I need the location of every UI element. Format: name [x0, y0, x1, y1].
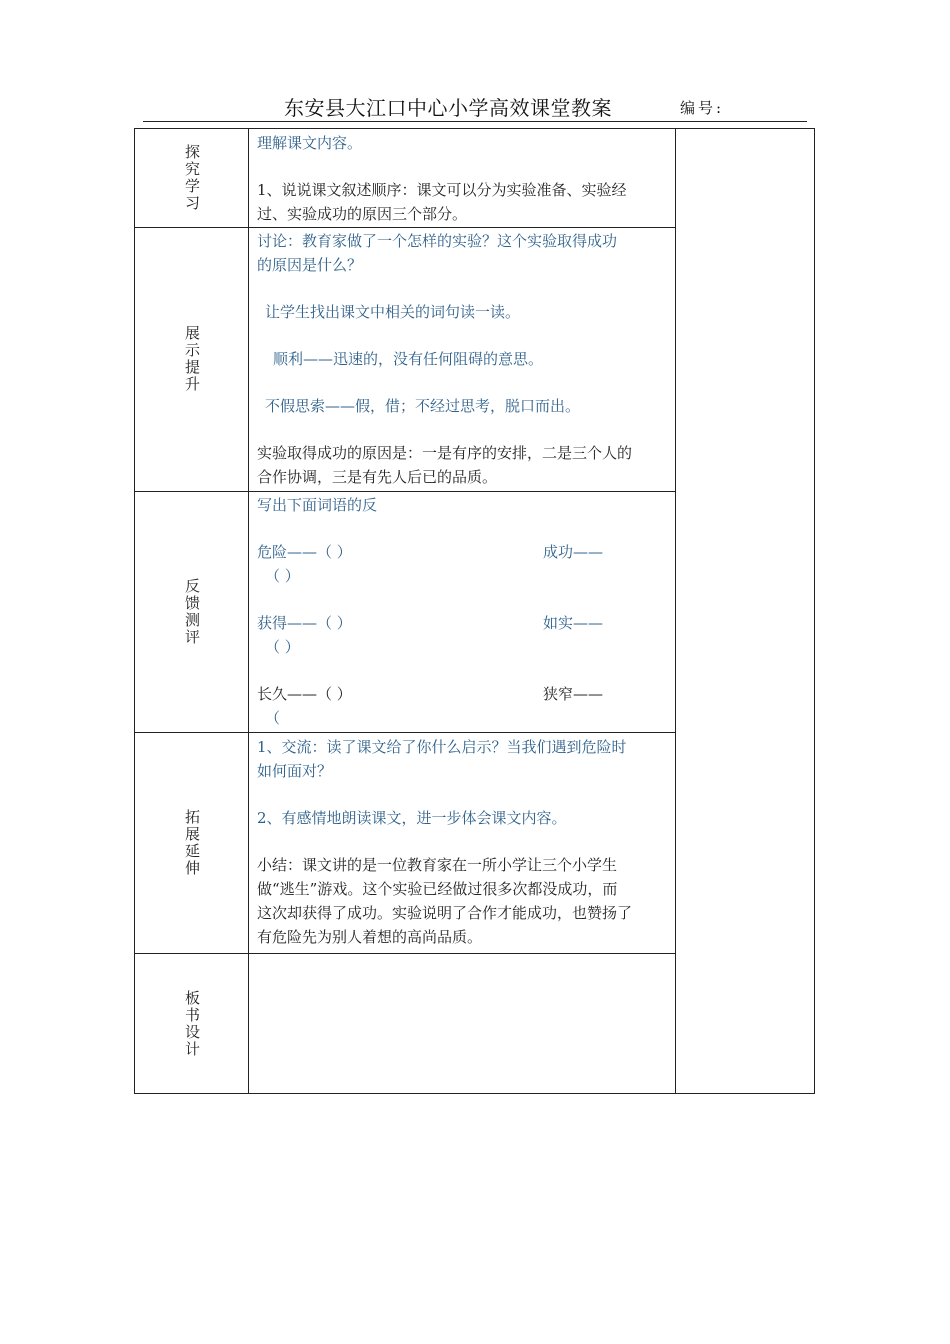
text-line: 的原因是什么？ — [257, 256, 363, 274]
text-line: 让学生找出课文中相关的词句读一读。 — [265, 303, 521, 321]
exercise-left: 获得——（ ） — [257, 614, 352, 632]
exercise-pair — [257, 682, 671, 706]
row-label-explore — [135, 129, 248, 227]
row-label-board — [135, 953, 248, 1095]
exercise-right: 狭窄—— — [543, 685, 604, 703]
text-line: 如何面对？ — [257, 762, 333, 780]
exercise-instruction: 写出下面词语的反 — [257, 496, 378, 514]
column-divider-notes — [675, 129, 676, 1093]
page-header — [0, 88, 950, 124]
cell-board — [257, 955, 671, 1085]
row-label-text: 反馈测评 — [183, 577, 201, 646]
row-label-text: 展示提升 — [183, 325, 201, 393]
exercise-pair — [257, 611, 671, 635]
text-line: 有危险先为别人着想的高尚品质。 — [257, 928, 483, 946]
text-line: 2、有感情地朗读课文，进一步体会课文内容。 — [257, 809, 567, 827]
number-label: 编号: — [680, 99, 725, 117]
row-label-feedback — [135, 491, 248, 732]
document-title: 东安县大江口中心小学高效课堂教案 — [284, 96, 612, 120]
row-label-text: 探究学习 — [183, 144, 201, 212]
text-line: 顺利——迅速的，没有任何阻碍的意思。 — [273, 350, 544, 368]
exercise-left: 危险——（ ） — [257, 543, 352, 561]
column-divider-label — [248, 129, 249, 1093]
row-label-show — [135, 227, 248, 491]
cell-explore — [257, 131, 671, 226]
cell-extend — [257, 735, 671, 949]
exercise-right: 成功—— — [543, 543, 604, 561]
exercise-blank: （ — [265, 709, 281, 727]
text-line: 不假思索——假，借；不经过思考，脱口而出。 — [265, 397, 581, 415]
text-line: 小结：课文讲的是一位教育家在一所小学让三个小学生 — [257, 856, 618, 874]
exercise-blank: （ ） — [265, 567, 300, 585]
cell-show — [257, 229, 671, 489]
text-line: 1、交流：读了课文给了你什么启示？当我们遇到危险时 — [257, 738, 627, 756]
row-label-extend — [135, 732, 248, 953]
text-line: 这次却获得了成功。实验说明了合作才能成功，也赞扬了 — [257, 904, 633, 922]
exercise-right: 如实—— — [543, 614, 604, 632]
text-line: 合作协调，三是有先人后已的品质。 — [257, 468, 498, 486]
text-line: 讨论：教育家做了一个怎样的实验？这个实验取得成功 — [257, 232, 618, 250]
row-label-text: 板书设计 — [183, 990, 201, 1058]
row-label-text: 拓展延伸 — [183, 808, 201, 877]
text-line: 理解课文内容。 — [257, 134, 363, 152]
text-line: 做“逃生”游戏。这个实验已经做过很多次都没成功，而 — [257, 880, 618, 898]
exercise-left: 长久——（ ） — [257, 685, 352, 703]
text-line: 1、说说课文叙述顺序：课文可以分为实验准备、实验经 — [257, 181, 627, 199]
exercise-pair — [257, 540, 671, 564]
exercise-blank: （ ） — [265, 638, 300, 656]
lesson-plan-table — [134, 128, 815, 1094]
text-line: 实验取得成功的原因是：一是有序的安排，二是三个人的 — [257, 444, 633, 462]
text-line: 过、实验成功的原因三个部分。 — [257, 205, 468, 223]
header-rule — [143, 121, 807, 122]
cell-feedback — [257, 493, 671, 730]
